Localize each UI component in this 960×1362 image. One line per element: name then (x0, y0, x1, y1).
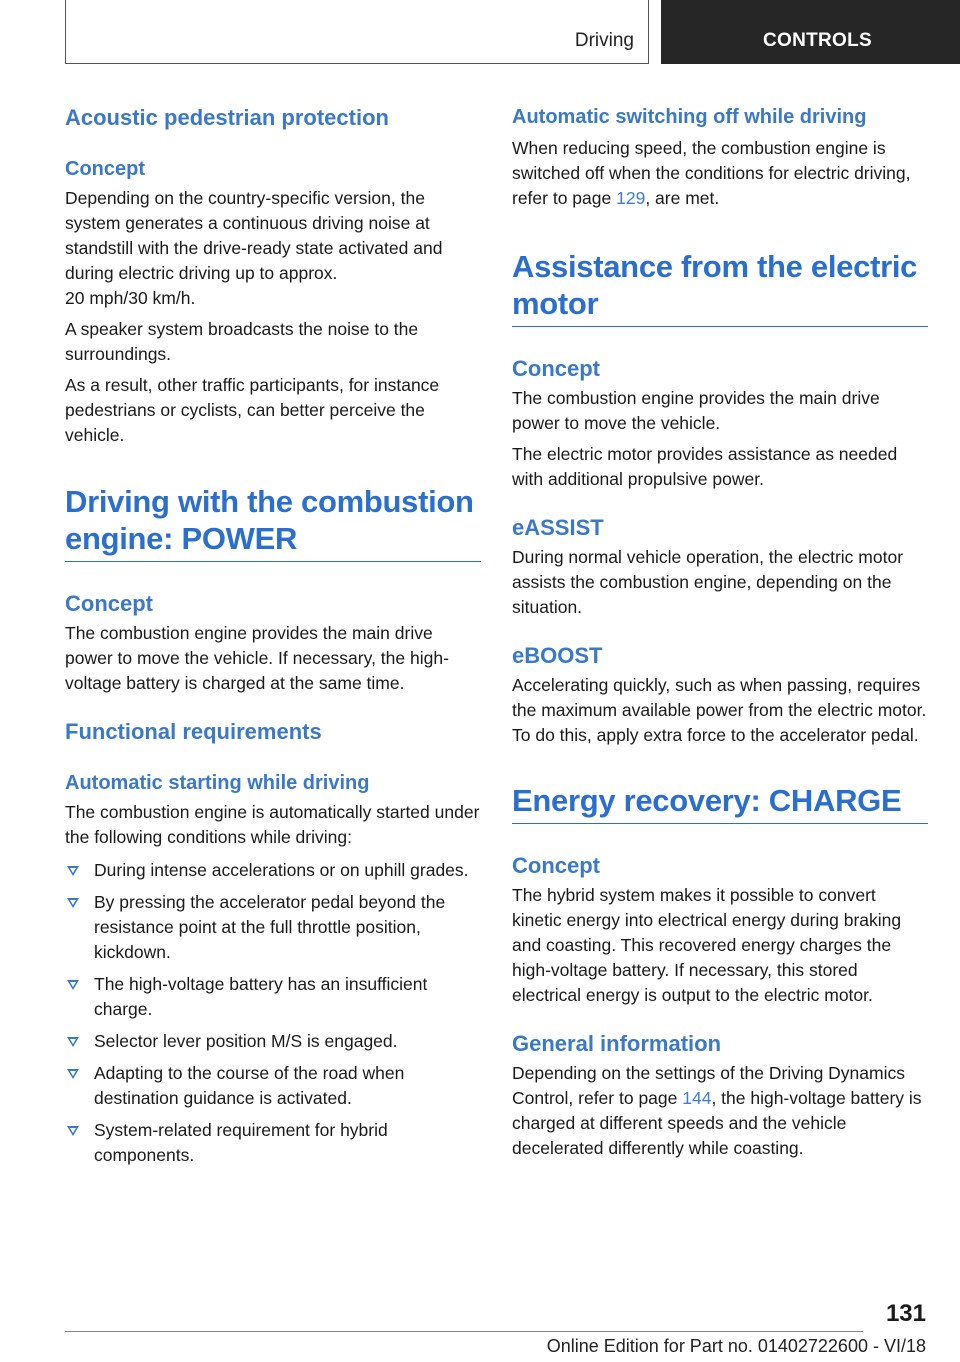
eboost-paragraph: Accelerating quickly, such as when passing, requires the maximum available power from the electric motor. To do this, apply extra force to the accelerator pedal. (512, 675, 927, 745)
list-item: During intense accelerations or on uphill grades. (65, 858, 481, 883)
power-concept-heading: Concept (65, 591, 153, 616)
acoustic-paragraph-1: Depending on the country-specific version, the system generates a continuous driving noise at standstill with the drive-ready state activated and during electric driving up to approx. (65, 188, 443, 283)
general-information-heading: General information (512, 1031, 722, 1056)
triangle-bullet-icon (67, 866, 79, 876)
assist-concept-heading: Concept (512, 356, 600, 381)
triangle-bullet-icon (67, 980, 79, 990)
footer-edition-text: Online Edition for Part no. 01402722600 - VI/18 (546, 1336, 926, 1356)
page-header (65, 0, 960, 64)
header-section-box (65, 0, 649, 64)
page-number: 131 (885, 1300, 926, 1327)
power-concept-paragraph: The combustion engine provides the main drive power to move the vehicle. If necessary, the high-voltage battery is charged at the same time. (65, 623, 449, 693)
eassist-paragraph: During normal vehicle operation, the electric motor assists the combustion engine, depending on the situation. (512, 547, 904, 617)
triangle-bullet-icon (67, 1069, 79, 1079)
header-section-title: Driving (574, 30, 634, 51)
acoustic-paragraph-2: A speaker system broadcasts the noise to the surroundings. (65, 319, 419, 364)
acoustic-pedestrian-protection-heading: Acoustic pedestrian protection (65, 105, 389, 130)
general-information-paragraph: Depending on the settings of the Driving Dynamics Control, refer to page 144, the high-voltage battery is charged at different speeds and the vehicle decelerated differently while coasting. (512, 1063, 922, 1158)
eboost-heading: eBOOST (512, 643, 603, 668)
automatic-switching-off-heading: Automatic switching off while driving (512, 106, 867, 128)
automatic-starting-conditions-list (65, 858, 481, 1168)
page-reference-link[interactable]: 144 (682, 1088, 712, 1108)
assist-paragraph-1: The combustion engine provides the main drive power to move the vehicle. (512, 388, 880, 433)
page-reference-link[interactable]: 129 (616, 188, 646, 208)
list-item: System-related requirement for hybrid components. (65, 1118, 481, 1168)
acoustic-paragraph-3: As a result, other traffic participants, for instance pedestrians or cyclists, can better perceive the vehicle. (65, 375, 440, 445)
triangle-bullet-icon (67, 1126, 79, 1136)
functional-requirements-heading: Functional requirements (65, 719, 322, 744)
automatic-starting-paragraph: The combustion engine is automatically started under the following conditions while driving: (65, 802, 480, 847)
driving-combustion-engine-power-heading: Driving with the combustion engine: POWER (65, 483, 481, 562)
acoustic-paragraph-speed: 20 mph/30 km/h. (65, 288, 196, 308)
header-chapter-tab (661, 0, 960, 64)
footer-divider (65, 1331, 863, 1332)
header-chapter-title: CONTROLS (763, 30, 873, 51)
left-column (65, 100, 481, 1168)
automatic-starting-heading: Automatic starting while driving (65, 772, 370, 794)
list-item: The high-voltage battery has an insufficient charge. (65, 972, 481, 1022)
right-column (512, 100, 928, 1161)
list-item: Selector lever position M/S is engaged. (65, 1029, 481, 1054)
assistance-electric-motor-heading: Assistance from the electric motor (512, 248, 928, 327)
automatic-switching-off-paragraph: When reducing speed, the combustion engine is switched off when the conditions for electric driving, refer to page 129, are met. (512, 138, 911, 208)
triangle-bullet-icon (67, 1037, 79, 1047)
assist-paragraph-2: The electric motor provides assistance as needed with additional propulsive power. (512, 444, 898, 489)
acoustic-concept-heading: Concept (65, 158, 145, 180)
list-item: Adapting to the course of the road when destination guidance is activated. (65, 1061, 481, 1111)
eassist-heading: eASSIST (512, 515, 604, 540)
list-item: By pressing the accelerator pedal beyond the resistance point at the full throttle position, kickdown. (65, 890, 481, 965)
charge-concept-heading: Concept (512, 853, 600, 878)
triangle-bullet-icon (67, 898, 79, 908)
energy-recovery-charge-heading: Energy recovery: CHARGE (512, 782, 928, 824)
charge-concept-paragraph: The hybrid system makes it possible to convert kinetic energy into electrical energy during braking and coasting. This recovered energy charges the high-voltage battery. If necessary, this stored electrical energy is output to the electric motor. (512, 885, 902, 1005)
